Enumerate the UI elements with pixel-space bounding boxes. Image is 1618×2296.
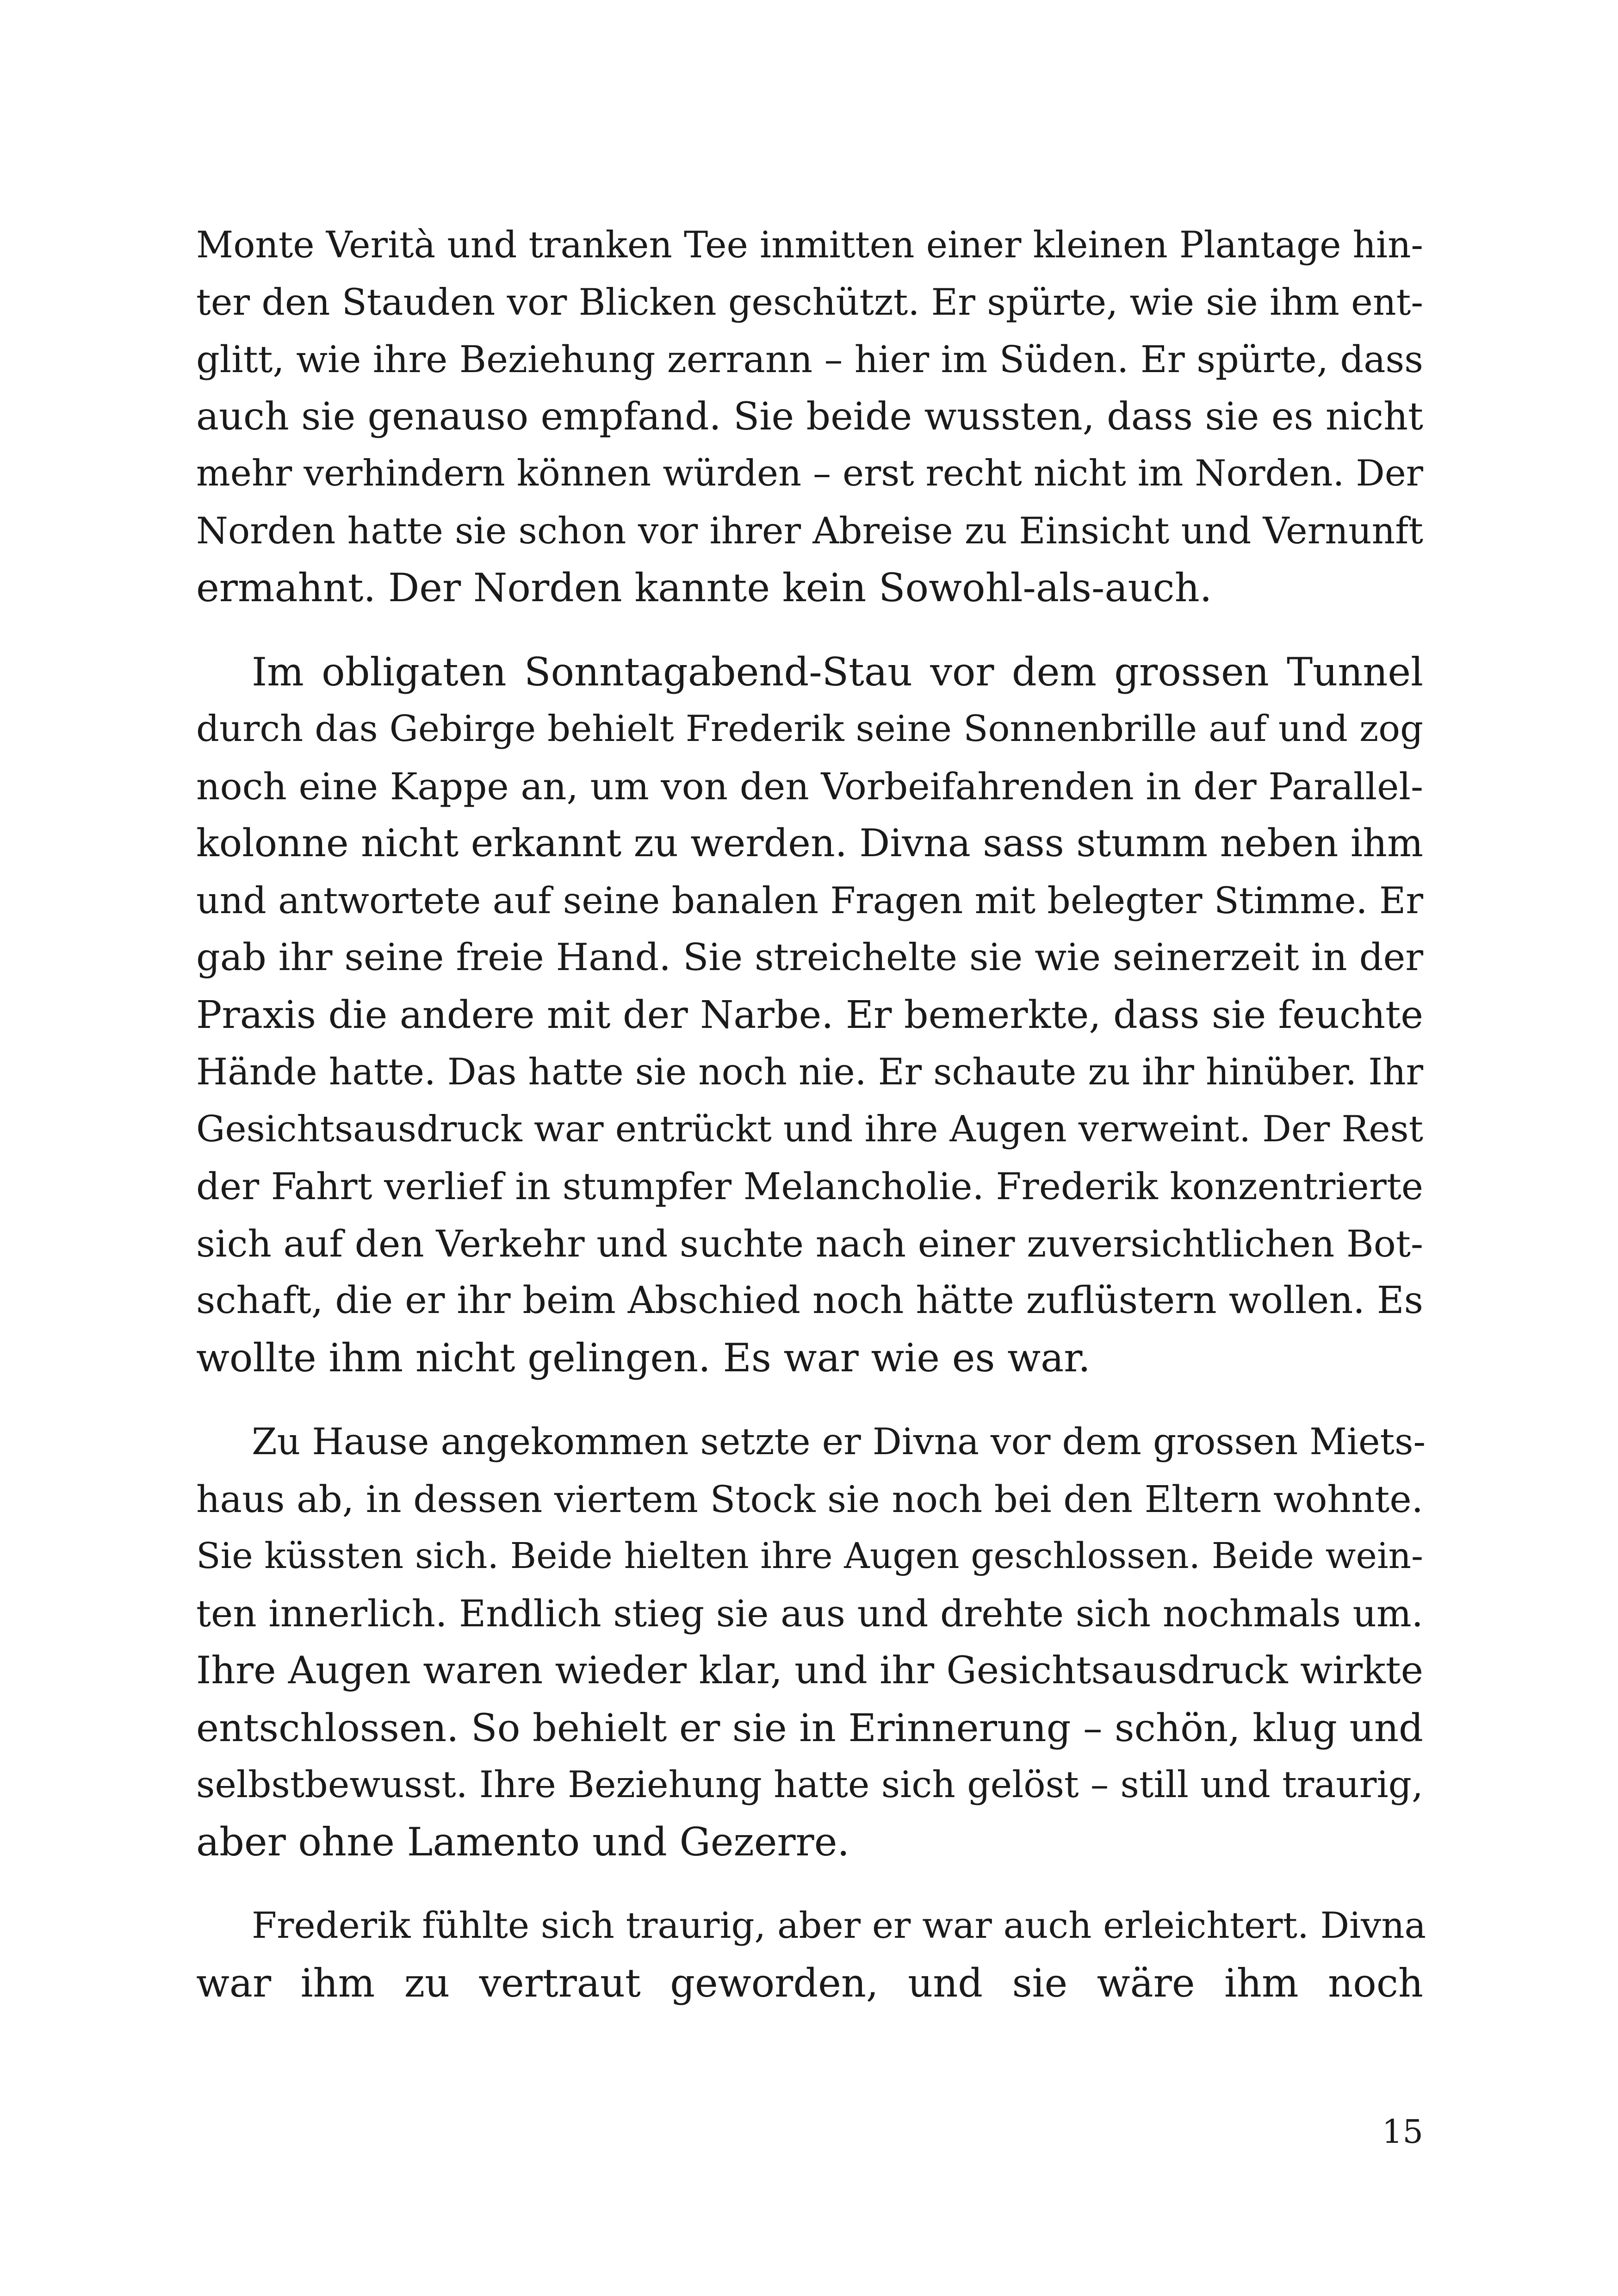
text-line: Ihre Augen waren wieder klar, und ihr Gesichtsausdruck wirkte [196, 1649, 1423, 1692]
text-line: ermahnt. Der Norden kannte kein Sowohl-als-auch. [196, 565, 1212, 610]
text-line: schaft, die er ihr beim Abschied noch hätte zuflüstern wollen. Es [196, 1279, 1423, 1322]
text-line: sich auf den Verkehr und suchte nach einer zuversichtlichen Bot- [196, 1222, 1423, 1265]
paragraph [196, 644, 1423, 1387]
text-line: der Fahrt verlief in stumpfer Melancholie. Frederik konzentrierte [196, 1165, 1423, 1208]
text-line: auch sie genauso empfand. Sie beide wussten, dass sie es nicht [196, 394, 1423, 439]
text-line: noch eine Kappe an, um von den Vorbeifahrenden in der Parallel- [196, 765, 1423, 808]
text-line: und antwortete auf seine banalen Fragen mit belegter Stimme. Er [196, 879, 1423, 922]
text-line: wollte ihm nicht gelingen. Es war wie es war. [196, 1335, 1091, 1381]
text-line: kolonne nicht erkannt zu werden. Divna sass stumm neben ihm [196, 821, 1423, 865]
text-line: war ihm zu vertraut geworden, und sie wäre ihm noch [196, 1960, 1423, 2006]
text-line: aber ohne Lamento und Gezerre. [196, 1819, 850, 1865]
text-line: Frederik fühlte sich traurig, aber er war auch erleichtert. Divna [252, 1905, 1426, 1947]
paragraph [196, 217, 1423, 617]
text-line: glitt, wie ihre Beziehung zerrann – hier im Süden. Er spürte, dass [196, 338, 1423, 381]
text-line: entschlossen. So behielt er sie in Erinnerung – schön, klug und [196, 1705, 1423, 1750]
text-line: selbstbewusst. Ihre Beziehung hatte sich gelöst – still und traurig, [196, 1763, 1423, 1806]
text-line: durch das Gebirge behielt Frederik seine Sonnenbrille auf und zog [196, 708, 1423, 750]
text-line: Monte Verità und tranken Tee inmitten einer kleinen Plantage hin- [196, 224, 1423, 266]
text-line: Gesichtsausdruck war entrückt und ihre Augen verweint. Der Rest [196, 1108, 1423, 1150]
text-line: ter den Stauden vor Blicken geschützt. Er spürte, wie sie ihm ent- [196, 280, 1423, 324]
text-line: Sie küssten sich. Beide hielten ihre Augen geschlossen. Beide wein- [196, 1536, 1423, 1577]
text-line: mehr verhindern können würden – erst recht nicht im Norden. Der [196, 453, 1423, 494]
page-number: 15 [1382, 2113, 1423, 2151]
paragraph [196, 1898, 1426, 2012]
text-line: ten innerlich. Endlich stieg sie aus und drehte sich nochmals um. [196, 1592, 1423, 1635]
text-line: Zu Hause angekommen setzte er Divna vor dem grossen Miets- [252, 1420, 1426, 1463]
text-line: haus ab, in dessen viertem Stock sie noch bei den Eltern wohnte. [196, 1477, 1423, 1521]
paragraph [196, 1413, 1426, 1871]
text-line: Hände hatte. Das hatte sie noch nie. Er schaute zu ihr hinüber. Ihr [196, 1051, 1423, 1093]
text-line: Praxis die andere mit der Narbe. Er bemerkte, dass sie feuchte [196, 993, 1423, 1037]
text-line: Im obligaten Sonntagabend-Stau vor dem grossen Tunnel [252, 649, 1423, 695]
text-line: Norden hatte sie schon vor ihrer Abreise zu Einsicht und Vernunft [196, 509, 1423, 552]
body-text [196, 217, 1426, 2012]
text-line: gab ihr seine freie Hand. Sie streichelte sie wie seinerzeit in der [196, 936, 1423, 979]
